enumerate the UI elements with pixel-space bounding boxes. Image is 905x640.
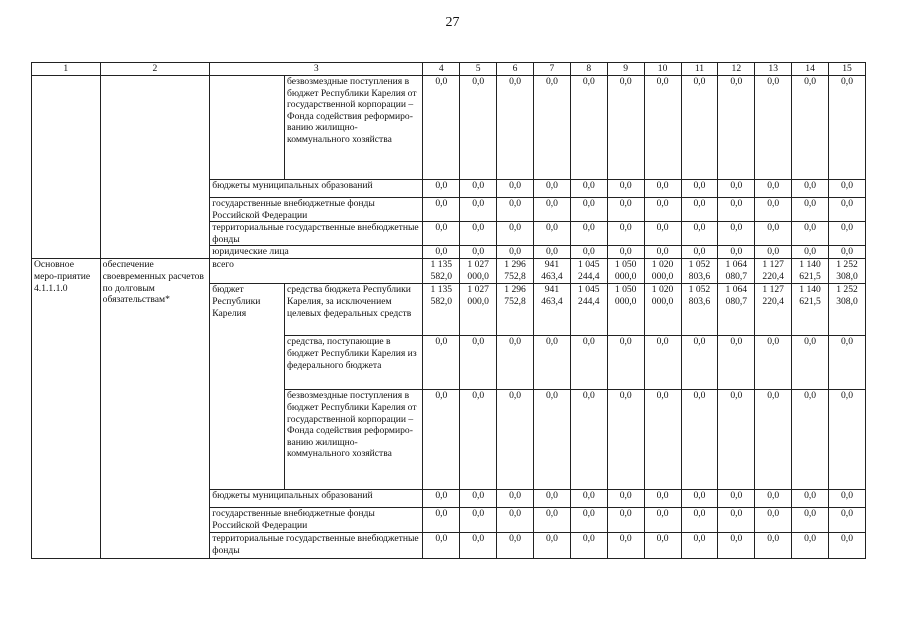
- value-cell: 0,0: [460, 533, 497, 559]
- value-cell: 0,0: [644, 246, 681, 259]
- col-header-5: 5: [460, 63, 497, 76]
- value-cell: 0,0: [829, 198, 866, 222]
- value-cell: 0,0: [607, 508, 644, 533]
- value-cell: 0,0: [644, 180, 681, 198]
- value-cell: 0,0: [644, 76, 681, 180]
- value-cell: 1 027 000,0: [460, 284, 497, 336]
- source-label: всего: [210, 259, 423, 284]
- value-cell: 1 020 000,0: [644, 284, 681, 336]
- value-cell: 0,0: [792, 180, 829, 198]
- value-cell: 0,0: [792, 246, 829, 259]
- value-cell: 0,0: [681, 490, 718, 508]
- col-header-1: 1: [32, 63, 101, 76]
- value-cell: 0,0: [570, 198, 607, 222]
- value-cell: 0,0: [607, 76, 644, 180]
- value-cell: 0,0: [460, 490, 497, 508]
- source-label: безвозмездные поступления в бюджет Республики Карелия от государственной корпорации – Фонда содействия реформиро-ванию жилищно-коммунального хозяйства: [285, 76, 423, 180]
- value-cell: 0,0: [829, 246, 866, 259]
- value-cell: 0,0: [644, 490, 681, 508]
- col-header-6: 6: [497, 63, 534, 76]
- source-label: государственные внебюджетные фонды Российской Федерации: [210, 508, 423, 533]
- header-row: [32, 63, 866, 76]
- value-cell: 0,0: [534, 76, 571, 180]
- value-cell: 0,0: [607, 246, 644, 259]
- value-cell: 0,0: [829, 390, 866, 490]
- value-cell: 0,0: [829, 76, 866, 180]
- value-cell: 0,0: [497, 336, 534, 390]
- value-cell: 0,0: [644, 533, 681, 559]
- value-cell: 0,0: [570, 222, 607, 246]
- value-cell: 1 027 000,0: [460, 259, 497, 284]
- source-label: безвозмездные поступления в бюджет Республики Карелия от государственной корпорации – Фонда содействия реформиро-ванию жилищно-коммунального хозяйства: [285, 390, 423, 490]
- value-cell: 1 064 080,7: [718, 259, 755, 284]
- value-cell: 0,0: [792, 508, 829, 533]
- value-cell: 1 252 308,0: [829, 284, 866, 336]
- col-header-9: 9: [607, 63, 644, 76]
- value-cell: 0,0: [718, 490, 755, 508]
- source-label: средства бюджета Республики Карелия, за исключением целевых федеральных средств: [285, 284, 423, 336]
- source-label: средства, поступающие в бюджет Республики Карелия из федерального бюджета: [285, 336, 423, 390]
- value-cell: 0,0: [534, 508, 571, 533]
- value-cell: 0,0: [718, 76, 755, 180]
- value-cell: 0,0: [570, 533, 607, 559]
- value-cell: 0,0: [607, 390, 644, 490]
- cont-col2-cell: [100, 76, 210, 259]
- col-header-7: 7: [534, 63, 571, 76]
- value-cell: 0,0: [423, 336, 460, 390]
- value-cell: 1 050 000,0: [607, 284, 644, 336]
- value-cell: 0,0: [681, 533, 718, 559]
- col-header-12: 12: [718, 63, 755, 76]
- value-cell: 1 052 803,6: [681, 259, 718, 284]
- value-cell: 0,0: [460, 222, 497, 246]
- value-cell: 0,0: [497, 490, 534, 508]
- value-cell: 1 140 621,5: [792, 259, 829, 284]
- value-cell: 1 135 582,0: [423, 284, 460, 336]
- source-label: территориальные государственные внебюджетные фонды: [210, 222, 423, 246]
- value-cell: 0,0: [460, 180, 497, 198]
- rk-budget-cell: бюджет Республики Карелия: [210, 284, 285, 490]
- value-cell: 0,0: [829, 222, 866, 246]
- col-header-15: 15: [829, 63, 866, 76]
- value-cell: 0,0: [423, 390, 460, 490]
- value-cell: 0,0: [423, 246, 460, 259]
- value-cell: 0,0: [570, 490, 607, 508]
- value-cell: 0,0: [829, 533, 866, 559]
- value-cell: 0,0: [718, 336, 755, 390]
- value-cell: 0,0: [534, 180, 571, 198]
- value-cell: 0,0: [607, 180, 644, 198]
- col-header-10: 10: [644, 63, 681, 76]
- value-cell: 0,0: [497, 76, 534, 180]
- value-cell: 0,0: [534, 198, 571, 222]
- value-cell: 0,0: [755, 246, 792, 259]
- value-cell: 0,0: [792, 336, 829, 390]
- value-cell: 1 296 752,8: [497, 259, 534, 284]
- value-cell: 1 252 308,0: [829, 259, 866, 284]
- value-cell: 0,0: [460, 198, 497, 222]
- value-cell: 0,0: [829, 508, 866, 533]
- value-cell: 0,0: [755, 180, 792, 198]
- value-cell: 1 052 803,6: [681, 284, 718, 336]
- value-cell: 0,0: [792, 76, 829, 180]
- table-row: [32, 76, 866, 180]
- value-cell: 1 127 220,4: [755, 284, 792, 336]
- value-cell: 0,0: [718, 246, 755, 259]
- value-cell: 0,0: [718, 390, 755, 490]
- value-cell: 0,0: [570, 180, 607, 198]
- value-cell: 0,0: [681, 508, 718, 533]
- value-cell: 0,0: [460, 390, 497, 490]
- value-cell: 1 045 244,4: [570, 259, 607, 284]
- value-cell: 0,0: [607, 490, 644, 508]
- col-header-3: 3: [210, 63, 423, 76]
- value-cell: 0,0: [792, 533, 829, 559]
- value-cell: 0,0: [570, 336, 607, 390]
- value-cell: 0,0: [534, 246, 571, 259]
- value-cell: 0,0: [681, 390, 718, 490]
- value-cell: 0,0: [644, 336, 681, 390]
- value-cell: 1 140 621,5: [792, 284, 829, 336]
- value-cell: 0,0: [792, 198, 829, 222]
- value-cell: 0,0: [460, 508, 497, 533]
- col-header-4: 4: [423, 63, 460, 76]
- value-cell: 0,0: [718, 222, 755, 246]
- value-cell: 0,0: [755, 490, 792, 508]
- value-cell: 0,0: [792, 490, 829, 508]
- value-cell: 0,0: [534, 533, 571, 559]
- source-label: юридические лица: [210, 246, 423, 259]
- value-cell: 0,0: [497, 508, 534, 533]
- value-cell: 0,0: [497, 222, 534, 246]
- value-cell: 0,0: [607, 533, 644, 559]
- source-label: бюджеты муниципальных образований: [210, 180, 423, 198]
- value-cell: 0,0: [497, 390, 534, 490]
- value-cell: 0,0: [570, 246, 607, 259]
- value-cell: 0,0: [755, 336, 792, 390]
- table-row: [32, 259, 866, 284]
- value-cell: 1 127 220,4: [755, 259, 792, 284]
- value-cell: 0,0: [570, 390, 607, 490]
- col-header-11: 11: [681, 63, 718, 76]
- budget-table: [31, 62, 866, 559]
- value-cell: 0,0: [644, 508, 681, 533]
- value-cell: 0,0: [570, 508, 607, 533]
- value-cell: 0,0: [497, 533, 534, 559]
- col-header-13: 13: [755, 63, 792, 76]
- value-cell: 0,0: [755, 222, 792, 246]
- value-cell: 0,0: [644, 390, 681, 490]
- source-label: государственные внебюджетные фонды Российской Федерации: [210, 198, 423, 222]
- value-cell: 0,0: [681, 246, 718, 259]
- value-cell: 0,0: [755, 533, 792, 559]
- value-cell: 1 064 080,7: [718, 284, 755, 336]
- value-cell: 1 135 582,0: [423, 259, 460, 284]
- value-cell: 941 463,4: [534, 284, 571, 336]
- value-cell: 1 296 752,8: [497, 284, 534, 336]
- value-cell: 0,0: [681, 76, 718, 180]
- value-cell: 0,0: [644, 198, 681, 222]
- value-cell: 0,0: [460, 336, 497, 390]
- event-name-cell: обеспечение своевременных расчетов по долговым обязательствам*: [100, 259, 210, 559]
- event-code-cell: Основное меро-приятие 4.1.1.1.0: [32, 259, 101, 559]
- value-cell: 0,0: [460, 246, 497, 259]
- col-header-8: 8: [570, 63, 607, 76]
- value-cell: 0,0: [534, 390, 571, 490]
- value-cell: 0,0: [607, 198, 644, 222]
- value-cell: 0,0: [497, 246, 534, 259]
- value-cell: 0,0: [681, 222, 718, 246]
- value-cell: 1 050 000,0: [607, 259, 644, 284]
- value-cell: 0,0: [534, 222, 571, 246]
- value-cell: 0,0: [423, 508, 460, 533]
- value-cell: 0,0: [829, 180, 866, 198]
- value-cell: 1 020 000,0: [644, 259, 681, 284]
- value-cell: 0,0: [423, 490, 460, 508]
- value-cell: 0,0: [644, 222, 681, 246]
- col-header-14: 14: [792, 63, 829, 76]
- cont-col1-cell: [32, 76, 101, 259]
- value-cell: 0,0: [423, 198, 460, 222]
- value-cell: 0,0: [460, 76, 497, 180]
- source-label: территориальные государственные внебюджетные фонды: [210, 533, 423, 559]
- value-cell: 0,0: [497, 198, 534, 222]
- value-cell: 0,0: [755, 198, 792, 222]
- source-label: бюджеты муниципальных образований: [210, 490, 423, 508]
- value-cell: 941 463,4: [534, 259, 571, 284]
- cont-col3-cell: [210, 76, 285, 180]
- value-cell: 0,0: [792, 390, 829, 490]
- value-cell: 0,0: [534, 336, 571, 390]
- value-cell: 0,0: [829, 490, 866, 508]
- value-cell: 0,0: [423, 76, 460, 180]
- value-cell: 0,0: [607, 222, 644, 246]
- value-cell: 0,0: [497, 180, 534, 198]
- value-cell: 0,0: [681, 198, 718, 222]
- value-cell: 0,0: [534, 490, 571, 508]
- value-cell: 0,0: [607, 336, 644, 390]
- value-cell: 0,0: [718, 198, 755, 222]
- value-cell: 0,0: [570, 76, 607, 180]
- page-number: 27: [445, 15, 460, 30]
- value-cell: 0,0: [423, 180, 460, 198]
- value-cell: 0,0: [718, 180, 755, 198]
- value-cell: 1 045 244,4: [570, 284, 607, 336]
- value-cell: 0,0: [423, 533, 460, 559]
- value-cell: 0,0: [792, 222, 829, 246]
- value-cell: 0,0: [718, 533, 755, 559]
- value-cell: 0,0: [681, 180, 718, 198]
- value-cell: 0,0: [718, 508, 755, 533]
- value-cell: 0,0: [755, 508, 792, 533]
- value-cell: 0,0: [423, 222, 460, 246]
- value-cell: 0,0: [681, 336, 718, 390]
- col-header-2: 2: [100, 63, 210, 76]
- value-cell: 0,0: [755, 390, 792, 490]
- value-cell: 0,0: [755, 76, 792, 180]
- value-cell: 0,0: [829, 336, 866, 390]
